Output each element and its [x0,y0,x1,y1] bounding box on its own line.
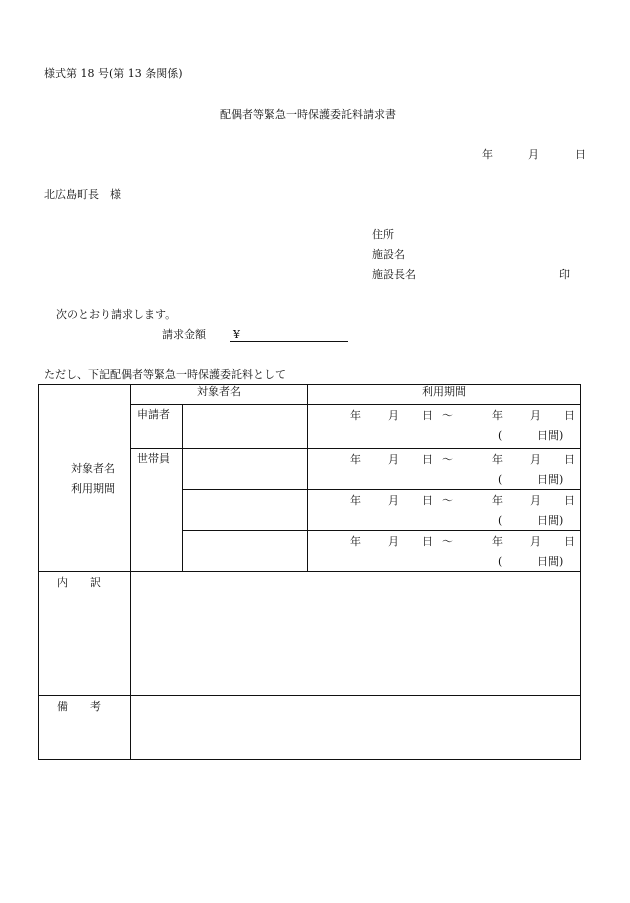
yen-sign: ¥ [233,328,240,341]
applicant-label: 申請者 [131,405,183,449]
seal-mark: 印 [559,268,570,281]
table-caption: ただし、下記配偶者等緊急一時保護委託料として [44,368,286,381]
breakdown-label: 内 訳 [39,572,131,696]
sender-address-label: 住所 [372,228,394,241]
household-name-cell-3[interactable] [183,531,308,572]
date-day: 日 [575,148,586,161]
header-target-name: 対象者名 [131,385,308,405]
breakdown-cell[interactable] [131,572,581,696]
intro-text: 次のとおり請求します。 [56,308,177,321]
form-number: 様式第 18 号(第 13 条関係) [44,67,183,80]
addressee: 北広島町長 様 [44,188,121,201]
household-label: 世帯員 [131,449,183,572]
target-period-label [39,385,131,572]
header-period: 利用期間 [308,385,581,405]
applicant-name-cell[interactable] [183,405,308,449]
period-cell[interactable] [308,490,581,531]
remarks-label: 備 考 [39,696,131,760]
period-row: 年 月 日 ～ 年 月 日 ( 日間) [350,535,575,568]
period-cell[interactable] [308,531,581,572]
period-row: 年 月 日 ～ 年 月 日 ( 日間) [350,409,575,442]
sender-facility-label: 施設名 [372,248,405,261]
amount-field[interactable] [230,328,348,342]
request-table [38,384,581,760]
target-name-heading: 対象者名 [71,461,115,475]
date-year: 年 [482,148,493,161]
period-cell[interactable] [308,449,581,490]
period-row: 年 月 日 ～ 年 月 日 ( 日間) [350,453,575,486]
period-heading: 利用期間 [71,481,115,495]
sender-director-label: 施設長名 [372,268,416,281]
household-name-cell-2[interactable] [183,490,308,531]
date-month: 月 [528,148,539,161]
period-cell[interactable] [308,405,581,449]
amount-label: 請求金額 [162,328,206,341]
household-name-cell-1[interactable] [183,449,308,490]
remarks-cell[interactable] [131,696,581,760]
period-row: 年 月 日 ～ 年 月 日 ( 日間) [350,494,575,527]
document-title: 配偶者等緊急一時保護委託料請求書 [220,108,396,121]
